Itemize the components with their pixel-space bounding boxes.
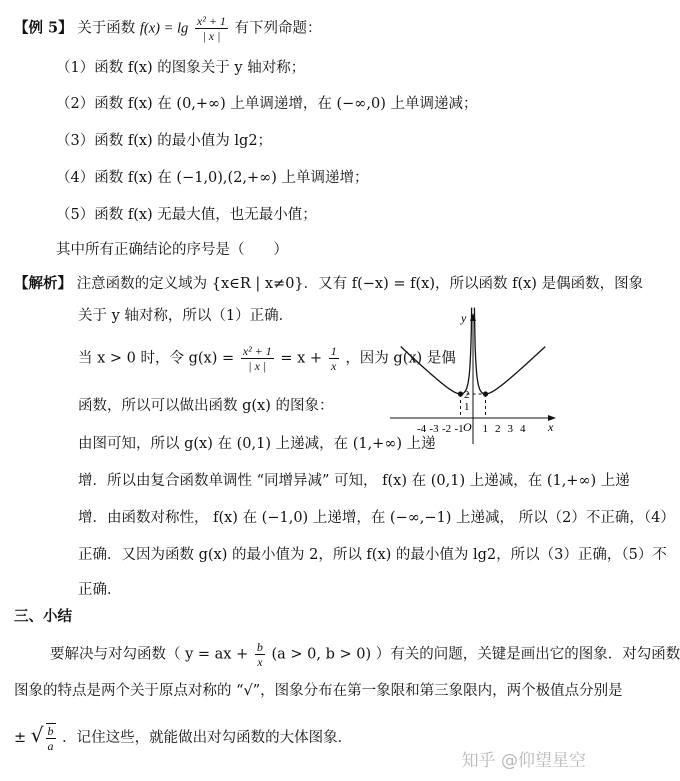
prop-4: （4）函数 f(x) 在 (−1,0),(2,+∞) 上单调递增；	[56, 170, 369, 186]
g-graph	[388, 308, 558, 448]
summary-line-3	[14, 723, 352, 753]
x-tick-label: -1	[454, 423, 464, 435]
solution-text-3c: ，因为 g(x) 是偶	[345, 350, 456, 367]
summary-text-3b: ．记住这些，就能做出对勾函数的大体图象．	[62, 730, 353, 746]
example-label: 【例 5】	[14, 19, 73, 37]
example-header	[14, 14, 322, 43]
watermark: 知乎 @仰望星空	[461, 751, 586, 771]
x-tick-label: 3	[507, 423, 513, 435]
x-tick-label: 1	[482, 423, 488, 435]
summary-text-1a: 要解决与对勾函数（ y = ax +	[50, 646, 249, 663]
example-intro: 关于函数	[77, 20, 136, 37]
summary-denominator: x	[257, 655, 263, 669]
solution-text-3b: = x +	[280, 350, 323, 367]
reciprocal-fraction	[329, 344, 339, 373]
summary-line-2: 图象的特点是两个关于原点对称的 “√”，图象分布在第一象限和第三象限内，两个极值点分别是	[14, 683, 623, 699]
x-tick-label: 2	[495, 423, 501, 435]
sqrt-numerator: b	[47, 724, 54, 738]
g-denominator: | x |	[248, 359, 267, 373]
fraction-numerator: x² + 1	[196, 14, 226, 28]
y-axis-label: y	[461, 311, 467, 325]
solution-label: 【解析】	[14, 275, 72, 292]
x-tick-label: -3	[429, 423, 439, 435]
solution-line-6: 增．所以由复合函数单调性 “同增异减” 可知， f(x) 在 (0,1) 上递减，在 (1,+∞) 上递	[78, 473, 630, 489]
x-axis-label: x	[548, 420, 554, 434]
summary-heading: 三、小结	[14, 608, 72, 625]
reciprocal-numerator: 1	[330, 344, 337, 358]
y-tick-label: 1	[464, 401, 470, 413]
plus-minus: ±	[14, 730, 27, 746]
solution-line-2: 关于 y 轴对称，所以（1）正确．	[78, 308, 294, 324]
example-intro-tail: 有下列命题：	[234, 20, 322, 37]
solution-line-5: 由图可知，所以 g(x) 在 (0,1) 上递减，在 (1,+∞) 上递	[78, 436, 436, 452]
curve-right	[474, 308, 545, 394]
g-numerator: x² + 1	[242, 344, 272, 358]
solution-line-4: 函数，所以可以做出函数 g(x) 的图象：	[78, 398, 334, 414]
fraction-denominator: | x |	[202, 29, 221, 43]
prop-1: （1）函数 f(x) 的图象关于 y 轴对称；	[56, 60, 306, 76]
example-fraction	[195, 14, 228, 43]
x-tick-label: -2	[442, 423, 452, 435]
reciprocal-denominator: x	[331, 359, 337, 373]
solution-line-1	[14, 274, 643, 294]
prop-3: （3）函数 f(x) 的最小值为 lg2；	[56, 133, 273, 149]
summary-line-1	[50, 640, 680, 669]
question: 其中所有正确结论的序号是（ ）	[56, 242, 288, 258]
solution-line-8: 正确．又因为函数 g(x) 的最小值为 2，所以 f(x) 的最小值为 lg2，所以（3）正确，（5）不	[78, 547, 667, 563]
summary-fraction	[255, 640, 265, 669]
x-tick-label: -4	[417, 423, 427, 435]
sqrt-sign: √	[30, 723, 44, 747]
solution-line-9: 正确．	[78, 582, 122, 598]
summary-text-1b: (a > 0, b > 0) ）有关的问题，关键是画出它的图象．对勾函数	[271, 646, 680, 663]
example-func: f(x) = lg	[139, 20, 189, 37]
sqrt-denominator: a	[47, 739, 54, 753]
sqrt-fraction	[46, 723, 56, 753]
origin-label: O	[463, 420, 472, 434]
solution-text-3a: 当 x > 0 时，令 g(x) =	[78, 350, 235, 367]
solution-text-1: 注意函数的定义域为 {x∈R | x≠0}．又有 f(−x) = f(x)，所以函数 f(x) 是偶函数，图象	[76, 276, 644, 292]
g-fraction	[241, 344, 274, 373]
y-tick-label: 2	[464, 389, 470, 401]
solution-line-7: 增．由函数对称性， f(x) 在 (−1,0) 上递增，在 (−∞,−1) 上递减， 所以（2）不正确，（4）	[78, 510, 675, 526]
prop-2: （2）函数 f(x) 在 (0,+∞) 上单调递增，在 (−∞,0) 上单调递减；	[56, 96, 478, 112]
summary-numerator: b	[256, 640, 263, 654]
prop-5: （5）函数 f(x) 无最大值，也无最小值；	[56, 207, 317, 223]
x-tick-label: 4	[520, 423, 526, 435]
